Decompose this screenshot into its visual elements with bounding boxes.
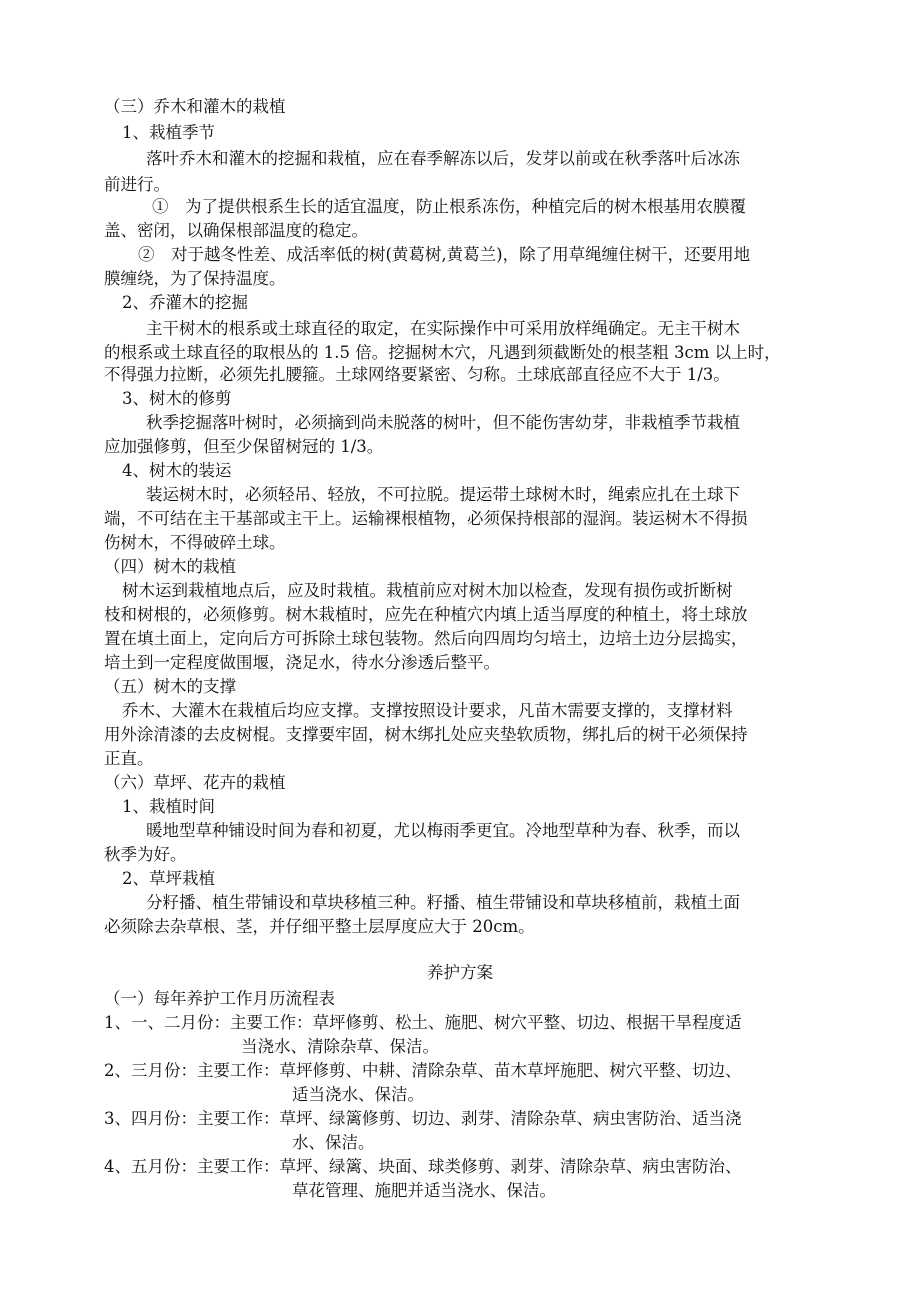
paragraph-line: 盖、密闭，以确保根部温度的稳定。 [104,221,368,240]
section-6-heading: （六）草坪、花卉的栽植 [104,773,286,792]
list-item: ① 为了提供根系生长的适宜温度，防止根系冻伤，种植完后的树木根基用农膜覆 [152,197,746,216]
month-item: 1、一、二月份：主要工作：草坪修剪、松土、施肥、树穴平整、切边、根据干旱程度适 [104,1013,742,1032]
month-item: 3、四月份：主要工作：草坪、绿篱修剪、切边、剥芽、清除杂草、病虫害防治、适当浇 [104,1109,742,1128]
section-3-heading: （三）乔木和灌木的栽植 [104,97,286,116]
paragraph-line: 置在填土面上，定向后方可拆除土球包装物。然后向四周均匀培土，边培土边分层捣实， [104,629,748,648]
paragraph-line: 装运树木时，必须轻吊、轻放，不可拉脱。提运带土球树木时，绳索应扎在土球下 [146,485,740,504]
paragraph-line: 正直。 [104,749,154,768]
paragraph-line: 不得强力拉断，必须先扎腰箍。土球网络要紧密、匀称。土球底部直径应不大于 1/3。 [104,365,730,384]
section-3-3-title: 3、树木的修剪 [122,389,232,408]
paragraph-line: 枝和树根的，必须修剪。树木栽植时，应先在种植穴内填上适当厚度的种植土，将土球放 [104,605,748,624]
section-4-heading: （四）树木的栽植 [104,557,236,576]
section-6-1-title: 1、栽植时间 [122,797,215,816]
paragraph-line: 主干树木的根系或土球直径的取定，在实际操作中可采用放样绳确定。无主干树木 [146,319,740,338]
paragraph-line: 落叶乔木和灌木的挖掘和栽植，应在春季解冻以后，发芽以前或在秋季落叶后冰冻 [146,149,740,168]
paragraph-line: 培土到一定程度做围堰，浇足水，待水分渗透后整平。 [104,653,500,672]
paragraph-line: 前进行。 [104,175,170,194]
paragraph-line: 树木运到栽植地点后，应及时栽植。栽植前应对树木加以检查，发现有损伤或折断树 [122,581,733,600]
paragraph-line: 端，不可结在主干基部或主干上。运输裸根植物，必须保持根部的湿润。装运树木不得损 [104,509,748,528]
month-item-continuation: 适当浇水、保洁。 [292,1085,424,1104]
month-item: 4、五月份：主要工作：草坪、绿篱、块面、球类修剪、剥芽、清除杂草、病虫害防治、 [104,1157,742,1176]
month-item-continuation: 当浇水、清除杂草、保洁。 [241,1037,439,1056]
section-3-4-title: 4、树木的装运 [122,461,232,480]
month-item: 2、三月份：主要工作：草坪修剪、中耕、清除杂草、苗木草坪施肥、树穴平整、切边、 [104,1061,742,1080]
section-5-heading: （五）树木的支撑 [104,677,236,696]
paragraph-line: 的根系或土球直径的取根丛的 1.5 倍。挖掘树木穴，凡遇到须截断处的根茎粗 3cm 以上时， [104,343,781,362]
section-6-2-title: 2、草坪栽植 [122,869,215,888]
paragraph-line: 秋季为好。 [104,845,187,864]
paragraph-line: 膜缠绕，为了保持温度。 [104,269,286,288]
paragraph-line: 用外涂清漆的去皮树棍。支撑要牢固，树木绑扎处应夹垫软质物，绑扎后的树干必须保持 [104,725,748,744]
paragraph-line: 应加强修剪，但至少保留树冠的 1/3。 [104,437,384,456]
paragraph-line: 乔木、大灌木在栽植后均应支撑。支撑按照设计要求，凡苗木需要支撑的，支撑材料 [122,701,733,720]
paragraph-line: 必须除去杂草根、茎，并仔细平整土层厚度应大于 20cm。 [104,917,535,936]
plan-title: 养护方案 [427,963,493,982]
month-item-continuation: 水、保洁。 [292,1133,375,1152]
list-item: ② 对于越冬性差、成活率低的树(黄葛树,黄葛兰)，除了用草绳缠住树干，还要用地 [138,245,751,264]
plan-section-1-heading: （一）每年养护工作月历流程表 [104,989,335,1008]
month-item-continuation: 草花管理、施肥并适当浇水、保洁。 [292,1181,556,1200]
paragraph-line: 秋季挖掘落叶树时，必须摘到尚未脱落的树叶，但不能伤害幼芽，非栽植季节栽植 [146,413,740,432]
paragraph-line: 暖地型草种铺设时间为春和初夏，尤以梅雨季更宜。冷地型草种为春、秋季，而以 [146,821,740,840]
paragraph-line: 伤树木，不得破碎土球。 [104,533,286,552]
paragraph-line: 分籽播、植生带铺设和草块移植三种。籽播、植生带铺设和草块移植前，栽植土面 [146,893,740,912]
section-3-1-title: 1、栽植季节 [122,123,215,142]
section-3-2-title: 2、乔灌木的挖掘 [122,293,248,312]
